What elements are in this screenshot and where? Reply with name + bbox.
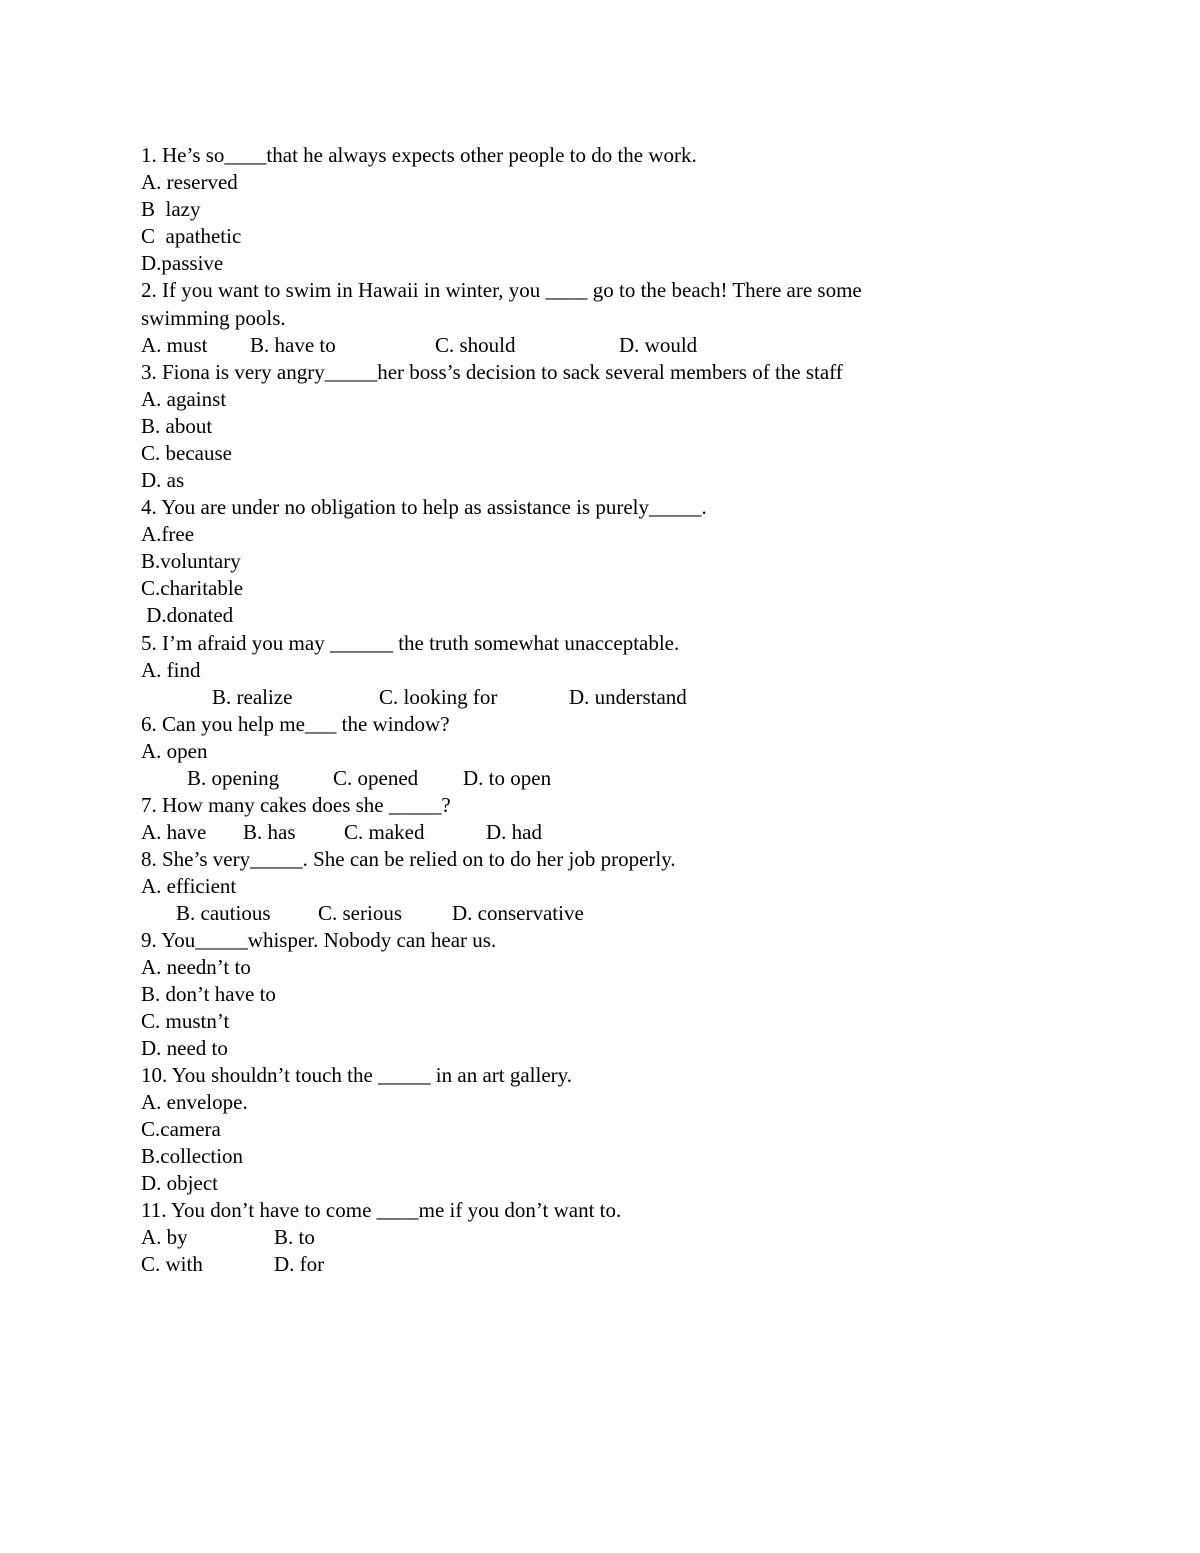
answer-option: A.free (141, 522, 195, 546)
answer-option: A. against (141, 387, 227, 411)
answer-option: A. find (141, 658, 201, 682)
question-stem: 1. He’s so____that he always expects other people to do the work. (141, 143, 697, 167)
question-stem: 8. She’s very_____. She can be relied on to do her job properly. (141, 847, 676, 871)
answer-option: C. because (141, 441, 232, 465)
answer-option: C. maked (344, 820, 425, 844)
question-stem: 4. You are under no obligation to help as assistance is purely_____. (141, 495, 707, 519)
question-stem: 2. If you want to swim in Hawaii in winter, you ____ go to the beach! There are some (141, 278, 862, 302)
answer-option: B. has (243, 820, 296, 844)
answer-option: D. for (274, 1252, 325, 1276)
question-stem: 9. You_____whisper. Nobody can hear us. (141, 928, 497, 952)
answer-option: B.collection (141, 1144, 244, 1168)
question-stem-continued: swimming pools. (141, 306, 286, 330)
answer-option: B. about (141, 414, 213, 438)
answer-option: A. by (141, 1225, 188, 1249)
answer-option: B.voluntary (141, 549, 241, 573)
answer-option: D. need to (141, 1036, 228, 1060)
answer-option: A. efficient (141, 874, 237, 898)
answer-option: A. open (141, 739, 208, 763)
answer-option: B. opening (187, 766, 280, 790)
answer-option: A. needn’t to (141, 955, 251, 979)
answer-option: A. reserved (141, 170, 238, 194)
answer-option: D. as (141, 468, 185, 492)
answer-option: C. mustn’t (141, 1009, 230, 1033)
answer-option: B. cautious (176, 901, 271, 925)
answer-option: C. serious (318, 901, 402, 925)
question-stem: 6. Can you help me___ the window? (141, 712, 450, 736)
answer-option: B lazy (141, 197, 201, 221)
answer-option: D.donated (141, 603, 234, 627)
question-stem: 5. I’m afraid you may ______ the truth somewhat unacceptable. (141, 631, 680, 655)
answer-option: C. looking for (379, 685, 498, 709)
answer-option: A. must (141, 333, 208, 357)
answer-option: A. envelope. (141, 1090, 248, 1114)
question-stem: 10. You shouldn’t touch the _____ in an art gallery. (141, 1063, 573, 1087)
question-stem: 7. How many cakes does she _____? (141, 793, 451, 817)
answer-option: D. conservative (452, 901, 584, 925)
answer-option: C. opened (333, 766, 419, 790)
answer-option: C. with (141, 1252, 203, 1276)
answer-option: C. should (435, 333, 516, 357)
question-stem: 11. You don’t have to come ____me if you don’t want to. (141, 1198, 622, 1222)
answer-option: B. have to (250, 333, 336, 357)
answer-option: D. had (486, 820, 542, 844)
answer-option: D. to open (463, 766, 552, 790)
answer-option: D. understand (569, 685, 687, 709)
answer-option: C apathetic (141, 224, 242, 248)
answer-option: D. object (141, 1171, 218, 1195)
answer-option: A. have (141, 820, 207, 844)
answer-option: D.passive (141, 251, 224, 275)
answer-option: D. would (619, 333, 698, 357)
question-stem: 3. Fiona is very angry_____her boss’s decision to sack several members of the staff (141, 360, 843, 384)
answer-option: B. realize (212, 685, 293, 709)
answer-option: C.charitable (141, 576, 244, 600)
answer-option: C.camera (141, 1117, 221, 1141)
answer-option: B. to (274, 1225, 315, 1249)
answer-option: B. don’t have to (141, 982, 276, 1006)
